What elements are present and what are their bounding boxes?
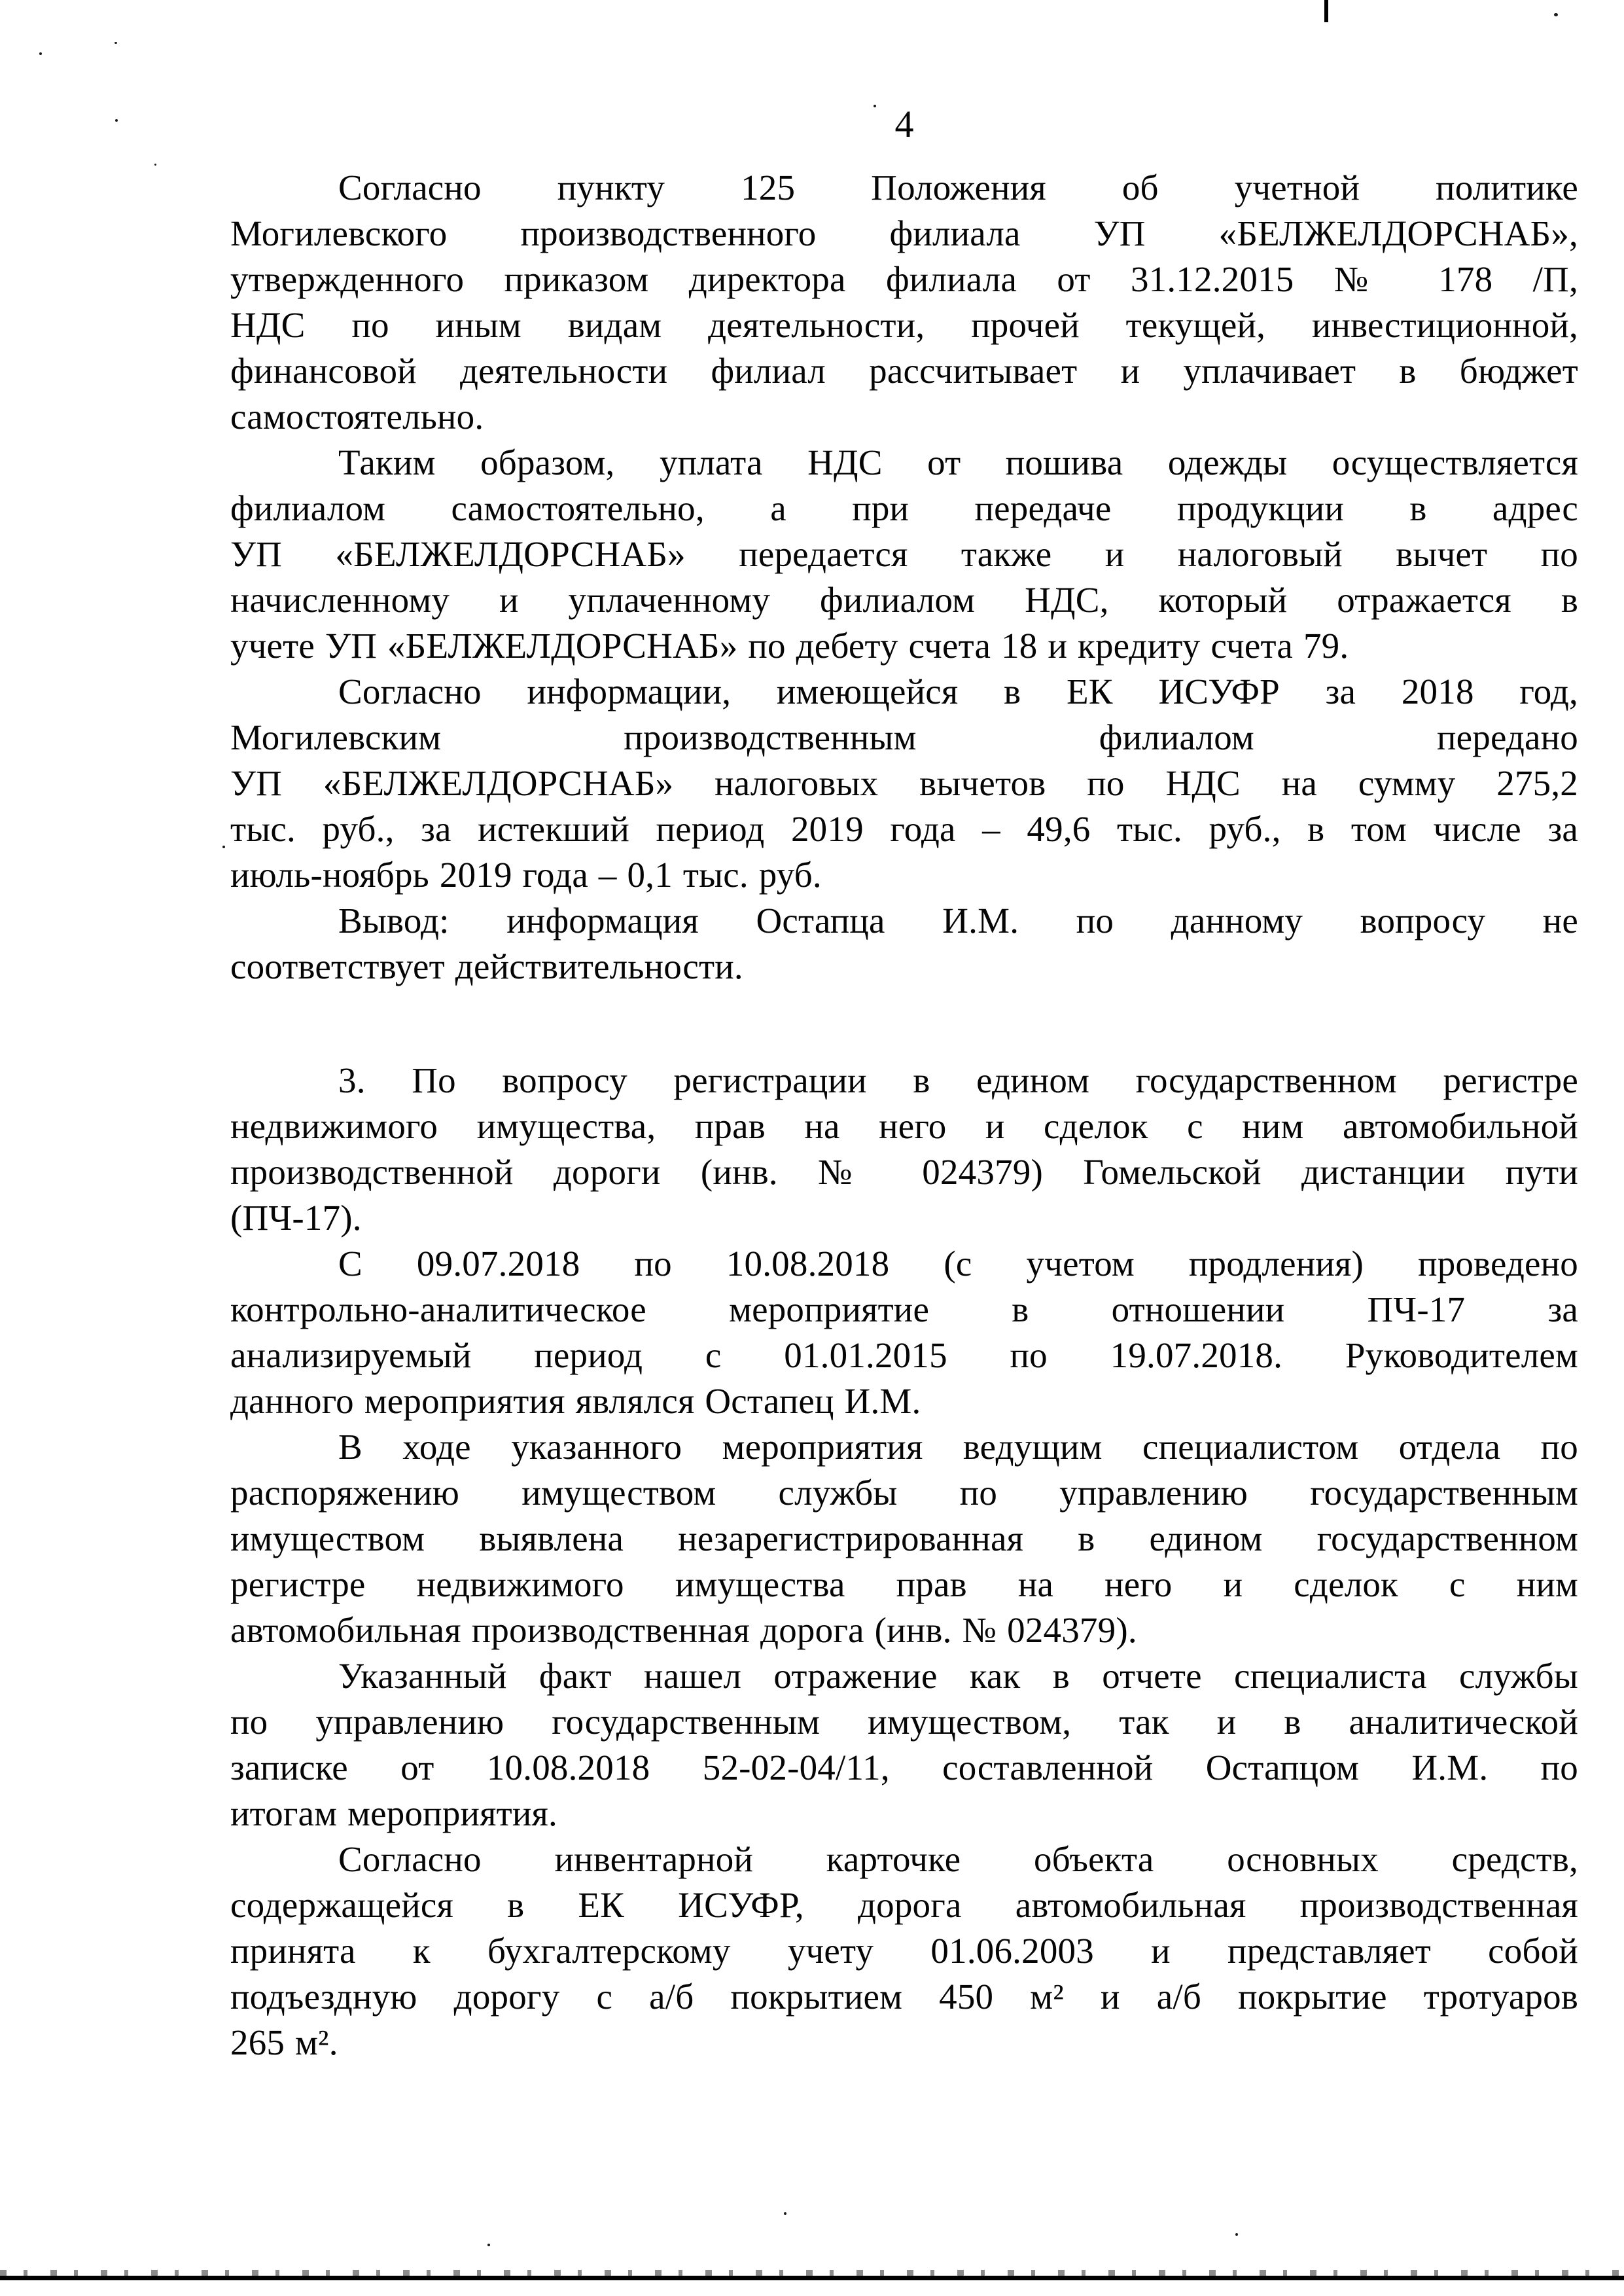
text-line: соответствует действительности. xyxy=(230,946,743,986)
paragraph xyxy=(230,440,1578,669)
page-number: 4 xyxy=(894,103,914,145)
scan-speck xyxy=(115,119,118,122)
text-line: Согласно пункту 125 Положения об учетной политике xyxy=(338,168,1578,207)
text-line: 3. По вопросу регистрации в едином государственном регистре xyxy=(338,1060,1578,1100)
scan-speck xyxy=(222,846,225,848)
text-line: Могилевского производственного филиала УП «БЕЛЖЕЛДОРСНАБ», xyxy=(230,213,1578,253)
text-line: 265 м². xyxy=(230,2022,338,2062)
text-line: распоряжению имуществом службы по управлению государственным xyxy=(230,1473,1578,1513)
text-line: В ходе указанного мероприятия ведущим специалистом отдела по xyxy=(338,1427,1578,1467)
scan-speck xyxy=(39,52,42,55)
text-line: Согласно информации, имеющейся в ЕК ИСУФР за 2018 год, xyxy=(338,672,1578,711)
text-line: Могилевским производственным филиалом передано xyxy=(230,717,1578,757)
paragraph xyxy=(230,1241,1578,1424)
text-line: записке от 10.08.2018 52-02-04/11, составленной Остапцом И.М. по xyxy=(230,1748,1578,1787)
text-line: содержащейся в ЕК ИСУФР, дорога автомобильная производственная xyxy=(230,1885,1578,1925)
scan-speck xyxy=(1554,13,1558,16)
text-line: принята к бухгалтерскому учету 01.06.2003 и представляет собой xyxy=(230,1931,1578,1971)
text-line: НДС по иным видам деятельности, прочей текущей, инвестиционной, xyxy=(230,305,1578,345)
text-line: тыс. руб., за истекший период 2019 года – 49,6 тыс. руб., в том числе за xyxy=(230,809,1578,849)
text-line: Согласно инвентарной карточке объекта основных средств, xyxy=(338,1839,1578,1879)
text-line: С 09.07.2018 по 10.08.2018 (с учетом продления) проведено xyxy=(338,1244,1578,1283)
text-line: имуществом выявлена незарегистрированная в едином государственном xyxy=(230,1518,1578,1558)
text-line: анализируемый период с 01.01.2015 по 19.07.2018. Руководителем xyxy=(230,1335,1578,1375)
text-line: УП «БЕЛЖЕЛДОРСНАБ» передается также и налоговый вычет по xyxy=(230,534,1578,574)
text-line: автомобильная производственная дорога (инв. № 024379). xyxy=(230,1610,1137,1650)
scan-speck xyxy=(1235,2233,1238,2236)
paragraph xyxy=(230,165,1578,440)
text-line: недвижимого имущества, прав на него и сделок с ним автомобильной xyxy=(230,1106,1578,1146)
text-line: июль-ноябрь 2019 года – 0,1 тыс. руб. xyxy=(230,855,822,895)
text-line: контрольно-аналитическое мероприятие в отношении ПЧ-17 за xyxy=(230,1289,1578,1329)
text-line: УП «БЕЛЖЕЛДОРСНАБ» налоговых вычетов по НДС на сумму 275,2 xyxy=(230,763,1578,803)
text-line: регистре недвижимого имущества прав на него и сделок с ним xyxy=(230,1564,1578,1604)
text-line: самостоятельно. xyxy=(230,397,484,437)
scan-speck xyxy=(154,164,156,166)
text-line: утвержденного приказом директора филиала от 31.12.2015 № 178 /П, xyxy=(230,259,1578,299)
scan-speck xyxy=(487,2244,490,2246)
text-line: итогам мероприятия. xyxy=(230,1793,557,1833)
paragraph xyxy=(230,1424,1578,1653)
text-line: Указанный факт нашел отражение как в отчете специалиста службы xyxy=(338,1656,1578,1696)
text-block xyxy=(230,165,1578,2066)
paragraph xyxy=(230,1058,1578,1241)
text-line: производственной дороги (инв. № 024379) Гомельской дистанции пути xyxy=(230,1152,1578,1192)
pen-tick-mark-icon xyxy=(1324,0,1328,22)
text-line: подъездную дорогу с а/б покрытием 450 м² и а/б покрытие тротуаров xyxy=(230,1977,1578,2017)
text-line: учете УП «БЕЛЖЕЛДОРСНАБ» по дебету счета 18 и кредиту счета 79. xyxy=(230,626,1349,666)
text-line: данного мероприятия являлся Остапец И.М. xyxy=(230,1381,921,1421)
scan-speck xyxy=(115,42,117,44)
paragraph xyxy=(230,669,1578,898)
scan-speck xyxy=(784,2212,786,2215)
scan-edge-fray xyxy=(0,2270,1624,2276)
text-line: по управлению государственным имуществом, так и в аналитической xyxy=(230,1702,1578,1742)
text-line: финансовой деятельности филиал рассчитывает и уплачивает в бюджет xyxy=(230,351,1578,391)
paragraph xyxy=(230,1653,1578,1837)
paragraph xyxy=(230,1837,1578,2066)
scan-edge-line xyxy=(0,2276,1624,2280)
text-line: Вывод: информация Остапца И.М. по данному вопросу не xyxy=(338,901,1578,941)
text-line: начисленному и уплаченному филиалом НДС, который отражается в xyxy=(230,580,1578,620)
text-line: Таким образом, уплата НДС от пошива одежды осуществляется xyxy=(338,442,1578,482)
text-line: (ПЧ-17). xyxy=(230,1198,362,1238)
paragraph xyxy=(230,898,1578,990)
scan-speck xyxy=(874,105,876,107)
text-line: филиалом самостоятельно, а при передаче продукции в адрес xyxy=(230,488,1578,528)
